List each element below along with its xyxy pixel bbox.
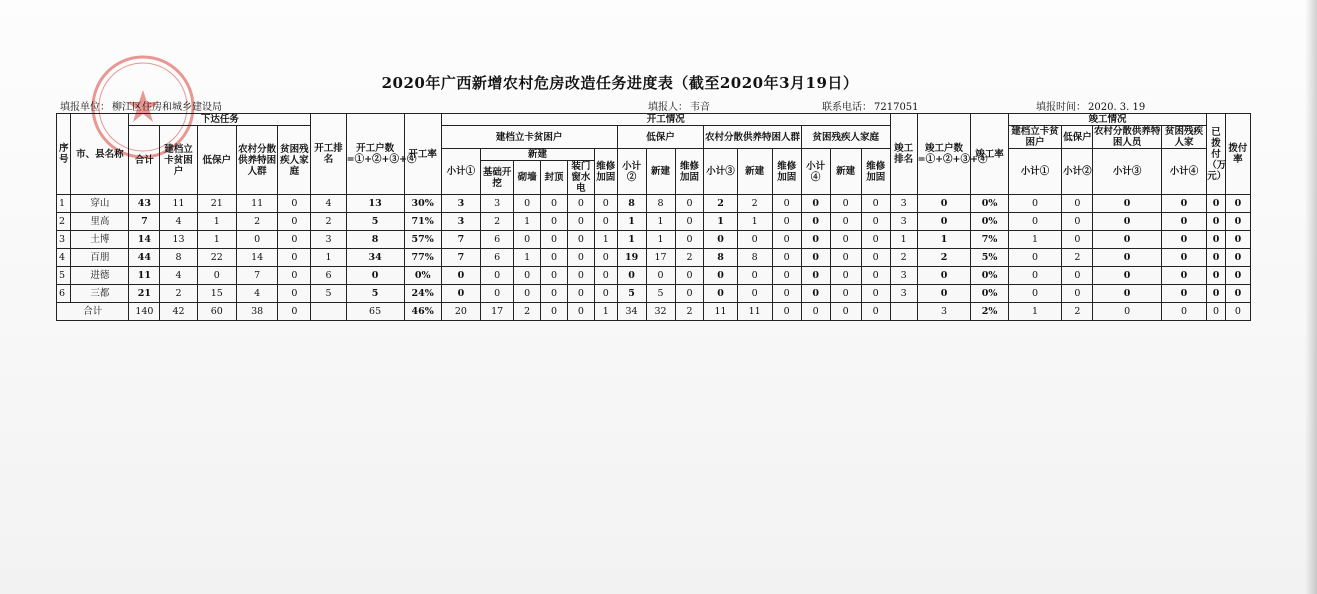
- table-cell: 0: [1225, 249, 1250, 267]
- table-cell: 44: [129, 249, 160, 267]
- table-cell: 0: [278, 231, 311, 249]
- table-cell: 11: [129, 267, 160, 285]
- table-cell: 0: [541, 231, 568, 249]
- table-cell: 21: [197, 195, 236, 213]
- col-subtotal4: 小计④: [801, 149, 830, 195]
- table-cell: 0: [441, 267, 480, 285]
- table-cell: 2: [160, 285, 197, 303]
- table-cell: 1: [646, 213, 675, 231]
- table-cell: 0: [830, 249, 861, 267]
- table-cell: 0: [541, 285, 568, 303]
- table-cell: 0: [830, 303, 861, 321]
- col-poor-group: 建档立卡贫困户: [441, 126, 617, 149]
- table-cell: 0: [801, 213, 830, 231]
- table-cell: 14: [236, 249, 277, 267]
- col-start-section: 开工情况: [441, 114, 890, 126]
- table-cell: 0: [704, 285, 737, 303]
- col-c-poor: 建档立卡贫困户: [1008, 126, 1062, 149]
- row-county: 百朋: [71, 249, 129, 267]
- table-cell: 5: [346, 213, 404, 231]
- col-c-disabled: 贫困残疾人家: [1161, 126, 1207, 149]
- table-row: [57, 231, 1251, 249]
- table-cell: 1: [311, 249, 346, 267]
- table-cell: 22: [197, 249, 236, 267]
- table-cell: 0: [861, 195, 890, 213]
- phone-field: 联系电话： 7217051: [822, 102, 919, 113]
- table-cell: 0: [861, 231, 890, 249]
- table-cell: 3: [890, 195, 917, 213]
- table-cell: 1: [197, 231, 236, 249]
- table-cell: 0: [801, 231, 830, 249]
- table-cell: 0: [861, 213, 890, 231]
- col-start-rank: 开工排名: [311, 114, 346, 195]
- table-row: [57, 213, 1251, 231]
- col-c-dibao: 低保户: [1062, 126, 1093, 149]
- col-repair3: 维修加固: [772, 149, 801, 195]
- table-cell: 7: [441, 249, 480, 267]
- table-cell: 2: [514, 303, 541, 321]
- table-cell: 0: [1207, 195, 1226, 213]
- table-cell: 24%: [404, 285, 441, 303]
- table-cell: 0: [567, 285, 594, 303]
- table-cell: 0: [1207, 231, 1226, 249]
- table-cell: 0: [1161, 249, 1207, 267]
- table-cell: 0: [1207, 249, 1226, 267]
- table-cell: 0: [1161, 195, 1207, 213]
- table-cell: 0: [567, 249, 594, 267]
- table-cell: 1: [646, 231, 675, 249]
- table-cell: 13: [160, 231, 197, 249]
- table-cell: 0: [1062, 267, 1093, 285]
- table-cell: 0: [801, 285, 830, 303]
- unit-field: 填报单位： 柳江区住房和城乡建设局: [60, 102, 222, 113]
- table-cell: 4: [160, 267, 197, 285]
- table-cell: 0: [514, 231, 541, 249]
- table-row: [57, 195, 1251, 213]
- col-wall: 砌墙: [514, 161, 541, 195]
- table-cell: 60: [197, 303, 236, 321]
- table-cell: 0: [801, 303, 830, 321]
- table-cell: 0: [278, 285, 311, 303]
- table-cell: 0: [917, 267, 971, 285]
- col-c-sub3: 小计③: [1093, 149, 1161, 195]
- table-cell: 0: [772, 267, 801, 285]
- table-cell: 0: [737, 285, 772, 303]
- table-row: [57, 267, 1251, 285]
- table-cell: 0: [1225, 267, 1250, 285]
- table-cell: 0: [1093, 213, 1161, 231]
- col-county: 市、县名称: [71, 114, 129, 195]
- table-cell: 5: [311, 285, 346, 303]
- col-completion-section: 竣工情况: [1008, 114, 1207, 126]
- table-cell: 4: [160, 213, 197, 231]
- table-cell: 0: [1207, 303, 1226, 321]
- table-cell: 0: [1093, 249, 1161, 267]
- table-cell: 0: [917, 213, 971, 231]
- table-cell: 0: [278, 213, 311, 231]
- col-dibao-group: 低保户: [617, 126, 704, 149]
- table-cell: 0%: [971, 285, 1008, 303]
- table-cell: 20: [441, 303, 480, 321]
- table-cell: 0: [594, 195, 617, 213]
- table-cell: 0: [675, 285, 704, 303]
- table-cell: 0: [801, 267, 830, 285]
- table-cell: 0: [772, 231, 801, 249]
- table-cell: 0: [861, 267, 890, 285]
- table-cell: 5: [617, 285, 646, 303]
- table-cell: 0: [1161, 213, 1207, 231]
- table-cell: 0: [1161, 285, 1207, 303]
- table-cell: 0: [1008, 249, 1062, 267]
- row-county: 土博: [71, 231, 129, 249]
- table-cell: 0: [675, 231, 704, 249]
- col-subtotal3: 小计③: [704, 149, 737, 195]
- table-cell: 0: [772, 195, 801, 213]
- table-cell: 0: [567, 303, 594, 321]
- table-cell: 1: [514, 213, 541, 231]
- table-cell: 0: [1093, 303, 1161, 321]
- table-cell: 3: [917, 303, 971, 321]
- table-cell: 71%: [404, 213, 441, 231]
- table-cell: 0: [646, 267, 675, 285]
- table-cell: 0: [1161, 267, 1207, 285]
- table-cell: 0%: [404, 267, 441, 285]
- progress-table: [56, 113, 1251, 321]
- table-cell: 5: [646, 285, 675, 303]
- col-start-rate: 开工率: [404, 114, 441, 195]
- table-cell: 4: [311, 195, 346, 213]
- table-cell: 17: [646, 249, 675, 267]
- table-cell: 0%: [971, 267, 1008, 285]
- table-cell: 0: [830, 285, 861, 303]
- table-cell: 0: [830, 267, 861, 285]
- table-cell: 0: [441, 285, 480, 303]
- table-cell: 1: [594, 303, 617, 321]
- table-cell: 0: [801, 249, 830, 267]
- col-repair1: 维修加固: [594, 149, 617, 195]
- col-c-sub2: 小计②: [1062, 149, 1093, 195]
- table-cell: 0: [772, 213, 801, 231]
- table-cell: 2: [917, 249, 971, 267]
- table-cell: 7: [441, 231, 480, 249]
- table-cell: 0: [704, 231, 737, 249]
- table-cell: 8: [704, 249, 737, 267]
- table-cell: 13: [346, 195, 404, 213]
- table-row: [57, 285, 1251, 303]
- table-cell: 11: [737, 303, 772, 321]
- table-cell: 7: [236, 267, 277, 285]
- table-cell: 0: [861, 249, 890, 267]
- table-cell: 0: [541, 195, 568, 213]
- col-start-count: 开工户数=①+②+③+④: [346, 114, 404, 195]
- col-subtotal1: 小计①: [441, 149, 480, 195]
- col-assigned-total: 合计: [129, 126, 160, 195]
- table-cell: 65: [346, 303, 404, 321]
- table-cell: 3: [890, 267, 917, 285]
- table-cell: 5: [346, 285, 404, 303]
- table-cell: 8: [346, 231, 404, 249]
- table-cell: 2: [675, 303, 704, 321]
- table-cell: 1: [1008, 303, 1062, 321]
- table-cell: 1: [737, 213, 772, 231]
- table-cell: 0: [1093, 285, 1161, 303]
- table-cell: 6: [481, 231, 514, 249]
- table-cell: 0: [278, 195, 311, 213]
- table-cell: 0: [737, 267, 772, 285]
- table-cell: 0: [1008, 195, 1062, 213]
- col-subtotal2: 小计②: [617, 149, 646, 195]
- table-cell: 0: [541, 303, 568, 321]
- table-cell: 1: [617, 213, 646, 231]
- table-cell: 0: [772, 285, 801, 303]
- col-assigned-poor: 建档立卡贫困户: [160, 126, 197, 195]
- table-cell: 0: [1008, 267, 1062, 285]
- table-cell: 3: [481, 195, 514, 213]
- table-cell: 42: [160, 303, 197, 321]
- col-new3: 新建: [737, 149, 772, 195]
- table-cell: 2: [704, 195, 737, 213]
- table-cell: 0: [481, 285, 514, 303]
- table-cell: 8: [737, 249, 772, 267]
- table-cell: 0: [830, 231, 861, 249]
- table-cell: 0: [1062, 195, 1093, 213]
- row-seq: 2: [57, 213, 71, 231]
- table-cell: 0: [1093, 195, 1161, 213]
- table-cell: 0: [1225, 285, 1250, 303]
- table-cell: 34: [346, 249, 404, 267]
- table-row: [57, 249, 1251, 267]
- table-cell: 0: [278, 249, 311, 267]
- table-cell: 7%: [971, 231, 1008, 249]
- table-cell: 5%: [971, 249, 1008, 267]
- table-cell: 0: [541, 267, 568, 285]
- table-cell: 0: [514, 285, 541, 303]
- col-c-sub1: 小计①: [1008, 149, 1062, 195]
- table-cell: 0: [1207, 213, 1226, 231]
- table-cell: 0: [861, 303, 890, 321]
- table-cell: 2: [737, 195, 772, 213]
- table-cell: 6: [311, 267, 346, 285]
- table-cell: 0: [1161, 231, 1207, 249]
- table-cell: 0: [1062, 231, 1093, 249]
- table-cell: 3: [890, 285, 917, 303]
- row-county: 进德: [71, 267, 129, 285]
- table-cell: 0: [1207, 285, 1226, 303]
- col-funded: 已拨付（万元）: [1207, 114, 1226, 195]
- table-cell: 34: [617, 303, 646, 321]
- row-county: 里高: [71, 213, 129, 231]
- table-cell: 140: [129, 303, 160, 321]
- table-cell: 21: [129, 285, 160, 303]
- table-cell: 2: [481, 213, 514, 231]
- table-cell: 0: [861, 285, 890, 303]
- col-repair4: 维修加固: [861, 149, 890, 195]
- table-cell: 0: [236, 231, 277, 249]
- table-cell: 0: [617, 267, 646, 285]
- col-assigned-dibao: 低保户: [197, 126, 236, 195]
- row-county: 三都: [71, 285, 129, 303]
- col-completion-rank: 竣工排名: [890, 114, 917, 195]
- table-cell: 2: [890, 249, 917, 267]
- table-cell: 0: [772, 303, 801, 321]
- table-cell: 30%: [404, 195, 441, 213]
- table-cell: 2: [1062, 303, 1093, 321]
- table-cell: 0: [830, 213, 861, 231]
- col-new2: 新建: [646, 149, 675, 195]
- table-cell: 0: [830, 195, 861, 213]
- table-cell: 15: [197, 285, 236, 303]
- table-cell: 38: [236, 303, 277, 321]
- table-cell: 19: [617, 249, 646, 267]
- table-cell: 32: [646, 303, 675, 321]
- table-cell: 0: [594, 267, 617, 285]
- table-cell: 0: [917, 195, 971, 213]
- table-cell: 0: [801, 195, 830, 213]
- table-cell: 0: [567, 195, 594, 213]
- col-roof: 封顶: [541, 161, 568, 195]
- table-cell: 11: [704, 303, 737, 321]
- table-cell: 11: [160, 195, 197, 213]
- table-cell: 2: [311, 213, 346, 231]
- table-cell: 0: [1225, 231, 1250, 249]
- table-cell: 0: [541, 213, 568, 231]
- table-cell: 0: [772, 249, 801, 267]
- table-cell: 1: [514, 249, 541, 267]
- table-cell: 57%: [404, 231, 441, 249]
- row-county: 穿山: [71, 195, 129, 213]
- table-cell: 0: [567, 213, 594, 231]
- total-label: 合计: [57, 303, 129, 321]
- col-assigned: 下达任务: [129, 114, 311, 126]
- col-finish: 装门窗水电: [567, 161, 594, 195]
- col-fund-rate: 拨付率: [1225, 114, 1250, 195]
- total-row: [57, 303, 1251, 321]
- table-cell: 7: [129, 213, 160, 231]
- table-cell: 0: [1093, 267, 1161, 285]
- table-body: [57, 195, 1251, 321]
- table-cell: 11: [236, 195, 277, 213]
- table-cell: 0: [278, 303, 311, 321]
- col-c-sub4: 小计④: [1161, 149, 1207, 195]
- table-cell: 3: [311, 231, 346, 249]
- table-cell: 0: [197, 267, 236, 285]
- table-cell: 0: [541, 249, 568, 267]
- table-cell: 0: [1225, 213, 1250, 231]
- table-cell: 77%: [404, 249, 441, 267]
- table-cell: 0: [675, 195, 704, 213]
- table-cell: 1: [617, 231, 646, 249]
- col-completion-count: 竣工户数=①+②+③+④: [917, 114, 971, 195]
- col-new-build: 新建: [481, 149, 595, 161]
- col-disabled-group: 贫困残疾人家庭: [801, 126, 890, 149]
- table-cell: 0: [1225, 195, 1250, 213]
- table-cell: 0: [567, 231, 594, 249]
- row-seq: 4: [57, 249, 71, 267]
- table-cell: 0%: [971, 195, 1008, 213]
- table-cell: 2: [1062, 249, 1093, 267]
- col-repair2: 维修加固: [675, 149, 704, 195]
- table-cell: 0: [278, 267, 311, 285]
- table-cell: 0: [737, 231, 772, 249]
- table-cell: 0: [1161, 303, 1207, 321]
- table-cell: 0: [1093, 231, 1161, 249]
- table-cell: 0: [1207, 267, 1226, 285]
- table-cell: 4: [236, 285, 277, 303]
- table-cell: 0: [514, 267, 541, 285]
- table-cell: 8: [617, 195, 646, 213]
- col-completion-rate: 竣工率: [971, 114, 1008, 195]
- table-cell: 0: [704, 267, 737, 285]
- table-cell: 0: [675, 267, 704, 285]
- col-new4: 新建: [830, 149, 861, 195]
- table-cell: 1: [890, 231, 917, 249]
- table-cell: 0: [1062, 285, 1093, 303]
- table-cell: 0: [594, 249, 617, 267]
- page-title: 2020年广西新增农村危房改造任务进度表（截至2020年3月19日）: [381, 74, 859, 92]
- col-c-special: 农村分散供养特困人员: [1093, 126, 1161, 148]
- table-cell: 8: [646, 195, 675, 213]
- table-cell: 2: [236, 213, 277, 231]
- table-cell: 0: [1225, 303, 1250, 321]
- table-cell: 3: [890, 213, 917, 231]
- table-cell: 43: [129, 195, 160, 213]
- table-cell: [311, 303, 346, 321]
- table-cell: 0: [675, 213, 704, 231]
- row-seq: 3: [57, 231, 71, 249]
- row-seq: 6: [57, 285, 71, 303]
- filler-field: 填报人： 韦音: [648, 102, 710, 113]
- col-special-group: 农村分散供养特困人群: [704, 126, 801, 149]
- col-assigned-special: 农村分散供养特困人群: [236, 126, 277, 195]
- table-cell: 0%: [971, 213, 1008, 231]
- table-cell: 0: [514, 195, 541, 213]
- table-cell: 3: [441, 213, 480, 231]
- table-cell: 8: [160, 249, 197, 267]
- table-cell: 6: [481, 249, 514, 267]
- table-cell: 0: [594, 213, 617, 231]
- table-cell: 0: [1008, 285, 1062, 303]
- table-cell: 0: [594, 285, 617, 303]
- table-cell: 2: [675, 249, 704, 267]
- table-cell: 1: [594, 231, 617, 249]
- table-cell: 0: [917, 285, 971, 303]
- table-cell: 0: [567, 267, 594, 285]
- table-cell: 0: [1008, 213, 1062, 231]
- table-cell: 0: [346, 267, 404, 285]
- table-cell: 1: [917, 231, 971, 249]
- table-cell: 3: [441, 195, 480, 213]
- table-cell: 17: [481, 303, 514, 321]
- col-seq: 序号: [57, 114, 71, 195]
- table-cell: 0: [481, 267, 514, 285]
- col-assigned-disabled: 贫困残疾人家庭: [278, 126, 311, 195]
- row-seq: 5: [57, 267, 71, 285]
- col-foundation: 基础开挖: [481, 161, 514, 195]
- table-cell: [890, 303, 917, 321]
- table-cell: 2%: [971, 303, 1008, 321]
- table-cell: 1: [197, 213, 236, 231]
- table-cell: 0: [1062, 213, 1093, 231]
- row-seq: 1: [57, 195, 71, 213]
- table-cell: 1: [704, 213, 737, 231]
- table-cell: 1: [1008, 231, 1062, 249]
- date-field: 填报时间： 2020. 3. 19: [1036, 102, 1146, 113]
- table-cell: 14: [129, 231, 160, 249]
- table-cell: 46%: [404, 303, 441, 321]
